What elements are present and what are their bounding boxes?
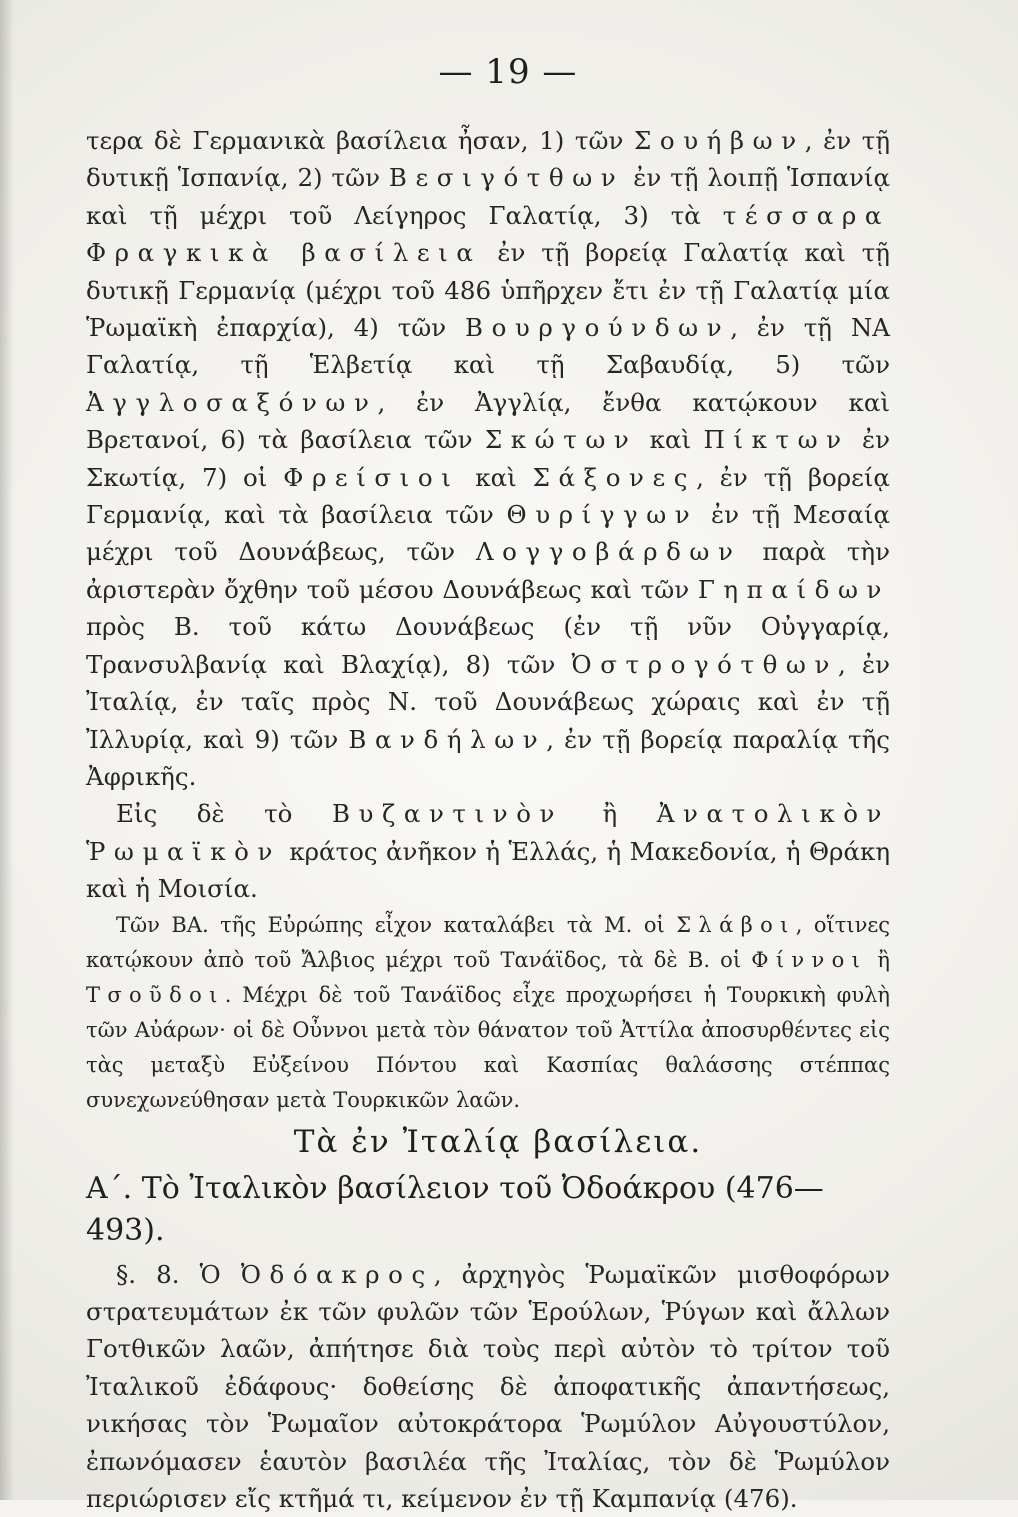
paragraph-germanic-kingdoms: τερα δὲ Γερμανικὰ βασίλεια ἦσαν, 1) τῶν Σουήβων, ἐν τῇ δυτικῇ Ἱσπανίᾳ, 2) τῶν Βεσιγότθων ἐν τῇ λοιπῇ Ἱσπανίᾳ καὶ τῇ μέχρι τοῦ Λείγηρος Γαλατίᾳ, 3) τὰ τέσσαρα Φραγκικὰ βασίλεια ἐν τῇ βορείᾳ Γαλατίᾳ καὶ τῇ δυτικῇ Γερμανίᾳ (μέχρι τοῦ 486 ὑπῆρχεν ἔτι ἐν τῇ Γαλατίᾳ μία Ῥωμαϊκὴ ἐπαρχία), 4) τῶν Βουργούνδων, ἐν τῇ ΝΑ Γαλατίᾳ, τῇ Ἑλβετίᾳ καὶ τῇ Σαβαυδίᾳ, 5) τῶν Ἀγγλοσαξόνων, ἐν Ἀγγλίᾳ, ἔνθα κατῴκουν καὶ Βρετανοί, 6) τὰ βασίλεια τῶν Σκώτων καὶ Πίκτων ἐν Σκωτίᾳ, 7) οἱ Φρείσιοι καὶ Σάξονες, ἐν τῇ βορείᾳ Γερμανίᾳ, καὶ τὰ βασίλεια τῶν Θυρίγγων ἐν τῇ Μεσαίᾳ μέχρι τοῦ Δουνάβεως, τῶν Λογγοβάρδων παρὰ τὴν ἀριστερὰν ὄχθην τοῦ μέσου Δουνάβεως καὶ τῶν Γηπαίδων πρὸς Β. τοῦ κάτω Δουνάβεως (ἐν τῇ νῦν Οὐγγαρίᾳ, Τρανσυλβανίᾳ καὶ Βλαχίᾳ), 8) τῶν Ὀστρογότθων, ἐν Ἰταλίᾳ, ἐν ταῖς πρὸς Ν. τοῦ Δουνάβεως χώραις καὶ ἐν τῇ Ἰλλυρίᾳ, καὶ 9) τῶν Βανδήλων, ἐν τῇ βορείᾳ παραλίᾳ τῆς Ἀφρικῆς. <box>86 126 891 791</box>
spaced-name: Σκώτων <box>484 425 638 455</box>
spaced-name: Σουήβων <box>633 126 805 155</box>
spaced-name: Φίννοι <box>751 947 868 972</box>
subsection-heading: Α΄. Τὸ Ἰταλικὸν βασίλειον τοῦ Ὀδοάκρου (476—493). <box>86 1170 824 1248</box>
spaced-name: Γηπαίδων <box>697 574 890 604</box>
spaced-name: Πίκτων <box>703 425 850 455</box>
spaced-name: Σλάβοι <box>676 912 796 937</box>
spaced-name: Βεσιγότθων <box>388 163 625 193</box>
spaced-name: Ὀστρογότθων <box>571 649 838 679</box>
paragraph-odoacer: §. 8. Ὁ Ὀδόακρος, ἀρχηγὸς Ῥωμαϊκῶν μισθοφόρων στρατευμάτων ἐκ τῶν φυλῶν τῶν Ἑρούλων, Ῥύγων καὶ ἄλλων Γοτθικῶν λαῶν, ἀπήτησε διὰ τοὺς περὶ αὐτὸν τὸ τρίτον τοῦ Ἰταλικοῦ ἐδάφους· δοθείσης δὲ ἀποφατικῆς ἀπαντήσεως, νικήσας τὸν Ῥωμαῖον αὐτοκράτορα Ῥωμύλον Αὐγουστύλον, ἐπωνόμασεν ἑαυτὸν βασιλέα τῆς Ἰταλίας, τὸν δὲ Ῥωμύλον περιώρισεν εἴς κτῆμά τι, κείμενον ἐν τῇ Καμπανίᾳ (476). <box>86 1259 890 1513</box>
spaced-name: Ἀνατολικὸν Ῥωμαϊκὸν <box>86 799 890 866</box>
spaced-name: Βυζαντινὸν <box>331 799 564 829</box>
spaced-name: Βουργούνδων <box>465 313 731 343</box>
spaced-name: Ὀδόακρος <box>240 1259 434 1289</box>
spaced-name: τέσσαρα Φραγκικὰ βασίλεια <box>86 200 890 268</box>
spaced-name: Τσοῦδοι <box>86 982 225 1007</box>
spaced-name: Σάξονες <box>532 462 697 492</box>
spaced-name: Θυρίγγων <box>506 500 699 530</box>
page-edge-shadow <box>0 0 14 1500</box>
section-heading: Τὰ ἐν Ἰταλίᾳ βασίλεια. <box>293 1123 703 1160</box>
spaced-name: Λογγοβάρδων <box>475 537 742 567</box>
page-number: — 19 — <box>438 52 578 92</box>
spaced-name: Φρείσιοι <box>283 462 460 492</box>
paragraph-slavs-and-peoples: Τῶν ΒΑ. τῆς Εὐρώπης εἶχον καταλάβει τὰ Μ. οἱ Σλάβοι, οἵτινες κατῴκουν ἀπὸ τοῦ Ἄλβιος μέχρι τοῦ Τανάϊδος, τὰ δὲ Β. οἱ Φίννοι ἢ Τσοῦδοι. Μέχρι δὲ τοῦ Τανάϊδος εἶχε προχωρήσει ἡ Τουρκικὴ φυλὴ τῶν Αὐάρων· οἱ δὲ Οὖννοι μετὰ τὸν θάνατον τοῦ Ἀττίλα ἀποσυρθέντες εἰς τὰς μεταξὺ Εὐξείνου Πόντου καὶ Κασπίας θαλάσσης στέππας συνεχωνεύθησαν μετὰ Τουρκικῶν λαῶν. <box>86 912 890 1112</box>
paragraph-byzantine-state: Εἰς δὲ τὸ Βυζαντινὸν ἢ Ἀνατολικὸν Ῥωμαϊκὸν κράτος ἀνῆκον ἡ Ἑλλάς, ἡ Μακεδονία, ἡ Θράκη καὶ ἡ Μοισία. <box>86 799 890 904</box>
spaced-name: Βανδήλων <box>348 724 547 754</box>
spaced-name: Ἀγγλοσαξόνων <box>86 387 378 417</box>
